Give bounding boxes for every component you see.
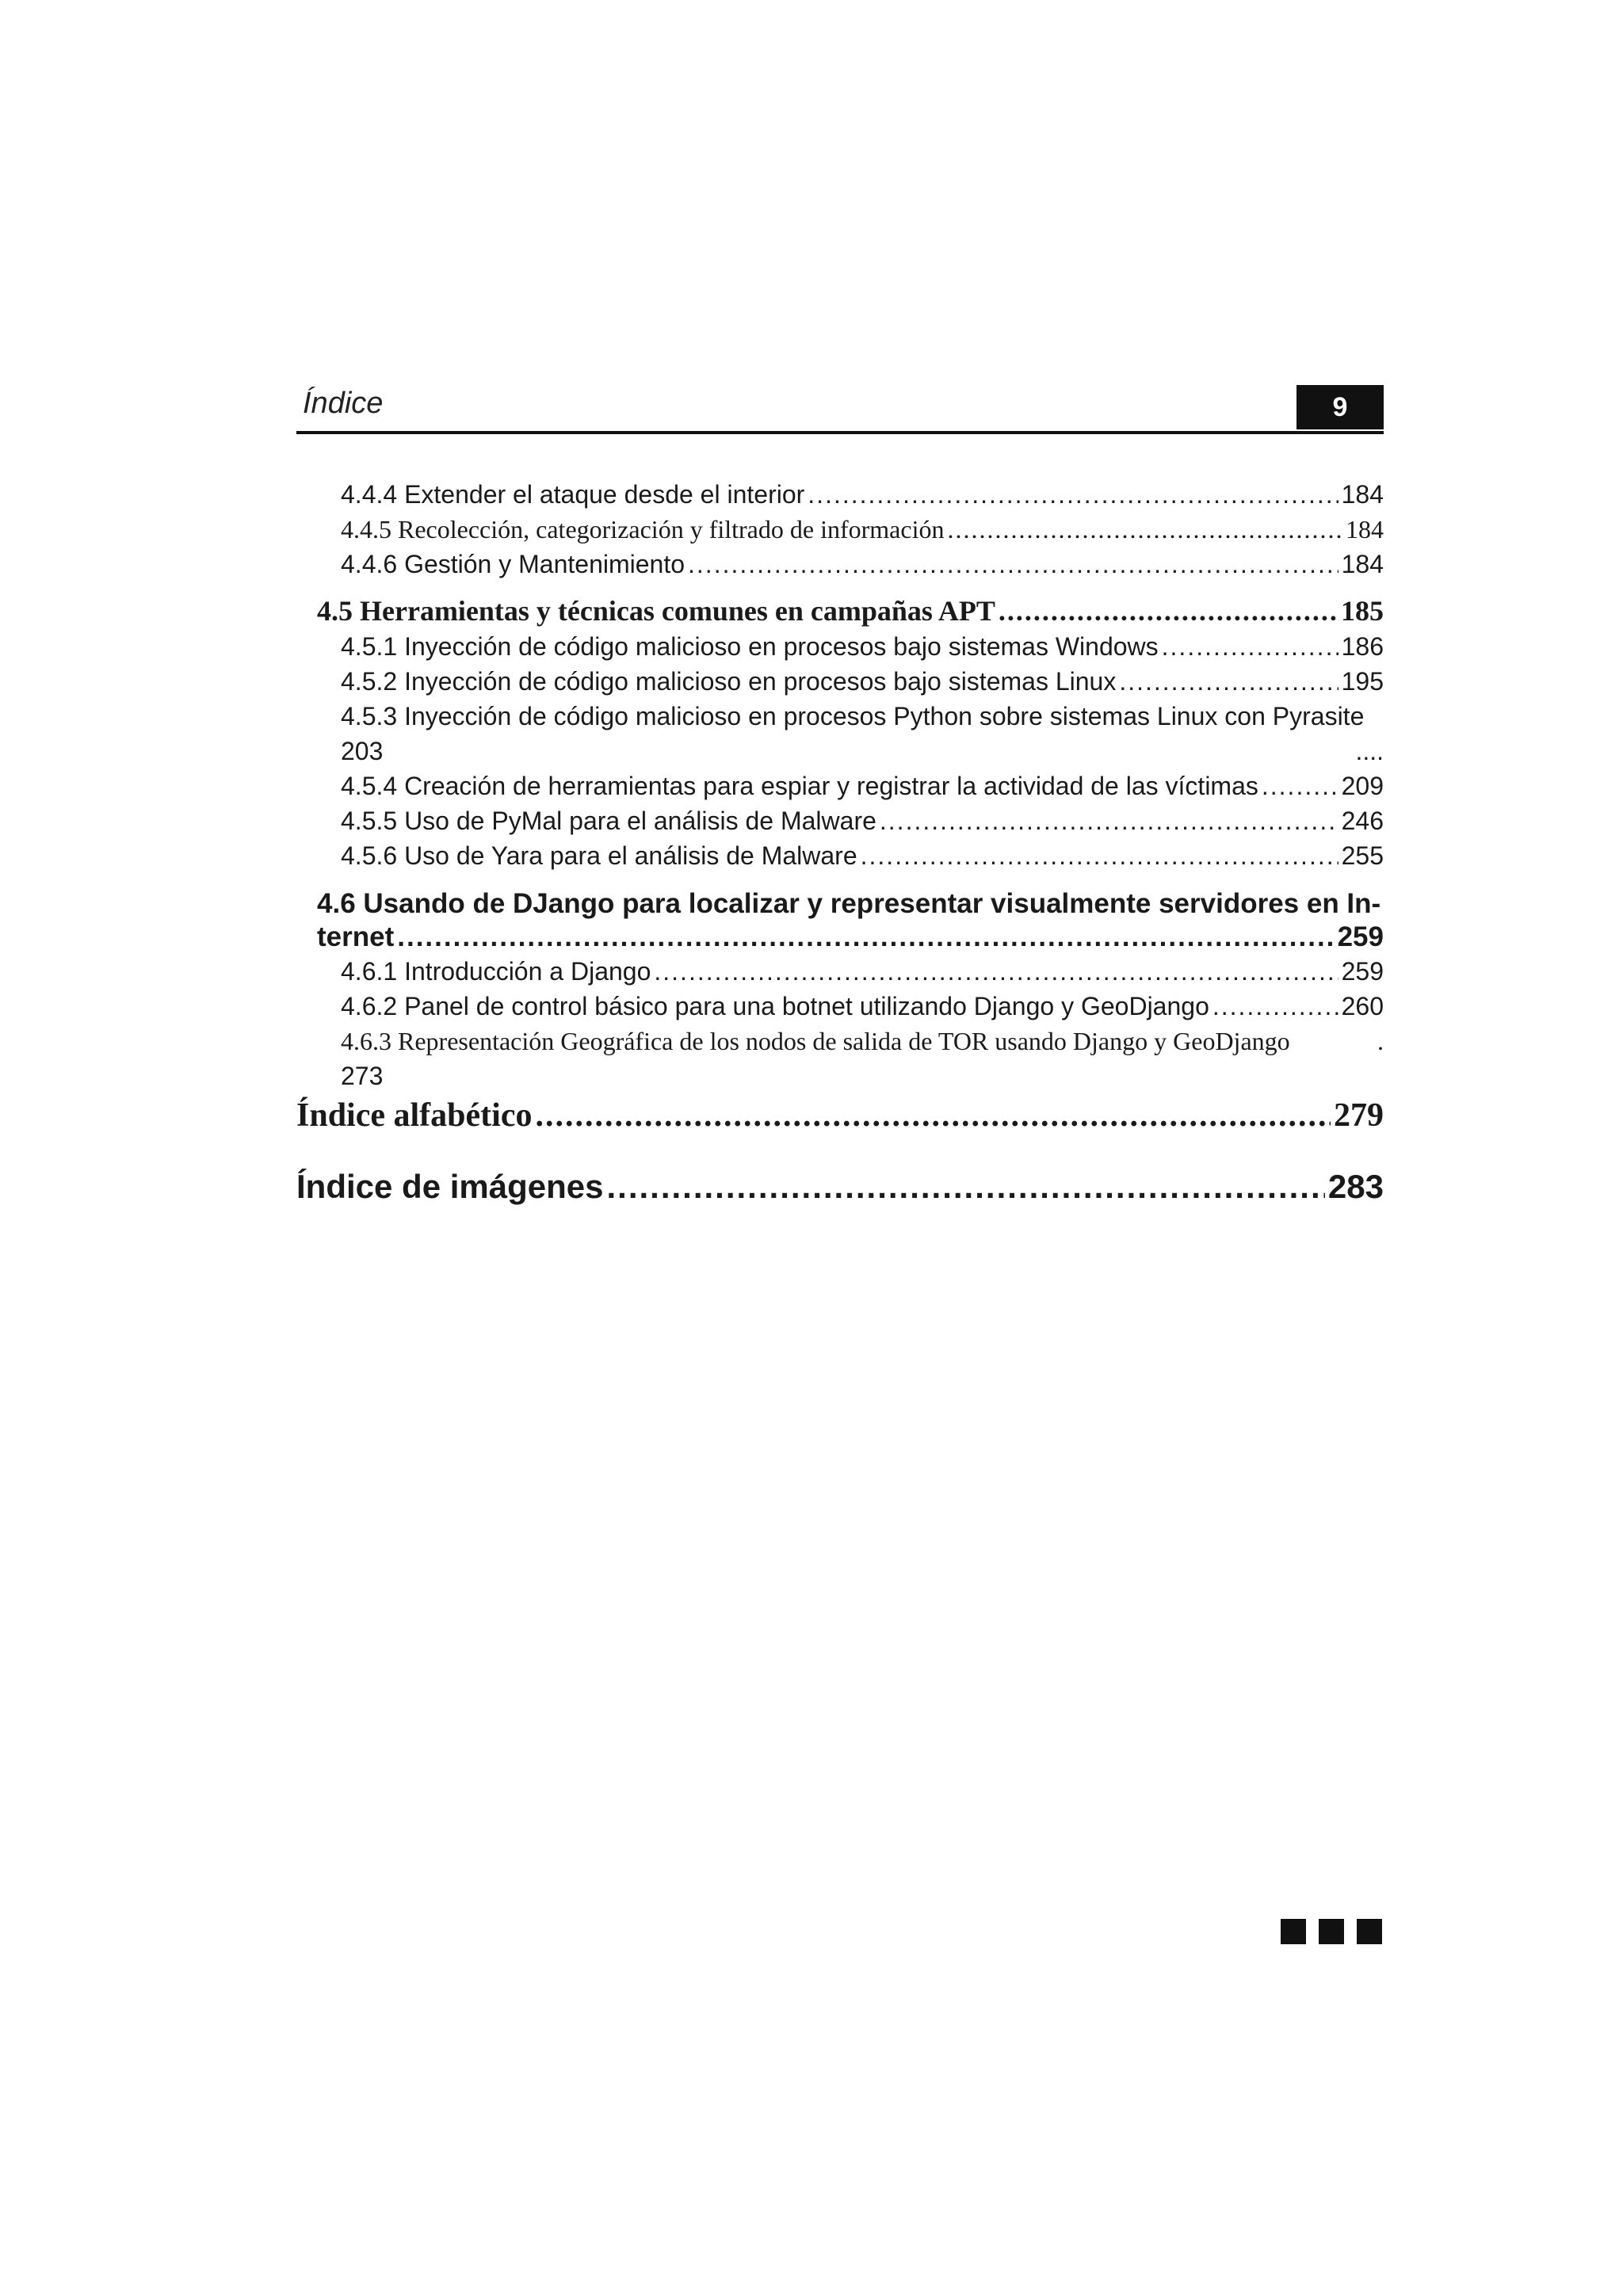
toc-entry-label: 4.5.5 Uso de PyMal para el análisis de Malware — [341, 807, 876, 835]
square-icon — [1281, 1919, 1306, 1944]
dot-leader — [861, 838, 1338, 873]
toc-entry[interactable] — [341, 803, 1384, 838]
toc-entry[interactable] — [341, 477, 1384, 512]
dot-leader — [1162, 629, 1338, 664]
toc-entry-label: 4.6.1 Introducción a Django — [341, 957, 651, 986]
toc-entry-page-wrapped: 273 — [341, 1062, 384, 1090]
toc-section-label-line1: 4.6 Usando de DJango para localizar y representar visualmente servidores en In- — [317, 888, 1381, 919]
toc-chapter-page: 279 — [1334, 1097, 1384, 1134]
toc-entry-page: 260 — [1341, 992, 1384, 1020]
toc-section-page: 185 — [1341, 595, 1384, 627]
toc-entry[interactable] — [341, 547, 1384, 582]
toc-entry-page: 184 — [1346, 515, 1384, 543]
toc-entry-label: 4.6.3 Representación Geográfica de los nodos de salida de TOR usando Django y GeoDjango — [341, 1027, 1290, 1055]
header-title: Índice — [303, 387, 384, 420]
table-of-contents — [317, 477, 1384, 1093]
toc-entry-page-wrapped: 203 — [341, 737, 384, 765]
dot-leader — [654, 954, 1338, 989]
toc-entry-page: 259 — [1341, 957, 1384, 986]
toc-section-page: 259 — [1337, 921, 1384, 952]
toc-chapter-label: Índice de imágenes — [296, 1168, 604, 1205]
toc-entry[interactable] — [341, 989, 1384, 1024]
dot-leader — [535, 1097, 1331, 1135]
dot-leader — [880, 803, 1338, 838]
toc-entry-label: 4.5.3 Inyección de código malicioso en procesos Python sobre sistemas Linux con Pyrasite — [341, 702, 1365, 730]
toc-chapter-page: 283 — [1327, 1168, 1384, 1205]
dot-leader — [1119, 664, 1338, 699]
toc-section-label: 4.5 Herramientas y técnicas comunes en campañas APT — [317, 595, 995, 627]
square-icon — [1357, 1919, 1382, 1944]
toc-chapter-label: Índice alfabético — [296, 1097, 533, 1134]
toc-entry-label: 4.4.6 Gestión y Mantenimiento — [341, 550, 685, 578]
running-header — [296, 387, 1384, 434]
toc-entry-page: 186 — [1341, 632, 1384, 661]
toc-indice-imagenes[interactable] — [296, 1168, 1384, 1206]
toc-entry-page: 209 — [1341, 772, 1384, 800]
toc-entry-label: 4.5.4 Creación de herramientas para espiar y registrar la actividad de las víctimas — [341, 772, 1258, 800]
toc-entry[interactable] — [341, 629, 1384, 664]
toc-section-4-5[interactable] — [317, 593, 1384, 629]
toc-indice-alfabetico[interactable] — [296, 1097, 1384, 1135]
toc-entry[interactable] — [341, 664, 1384, 699]
toc-entry-label: 4.5.1 Inyección de código malicioso en procesos bajo sistemas Windows — [341, 632, 1159, 661]
square-icon — [1319, 1919, 1344, 1944]
dot-leader — [808, 477, 1338, 512]
dot-leader: . — [1377, 1027, 1384, 1055]
toc-entry-label: 4.6.2 Panel de control básico para una botnet utilizando Django y GeoDjango — [341, 992, 1209, 1020]
toc-section-label-line2: ternet — [317, 921, 395, 952]
toc-entry-page: 246 — [1341, 807, 1384, 835]
toc-entry-label: 4.4.4 Extender el ataque desde el interior — [341, 480, 805, 509]
dot-leader — [397, 921, 1334, 954]
toc-entry-label: 4.5.2 Inyección de código malicioso en procesos bajo sistemas Linux — [341, 667, 1117, 696]
toc-entry-label: 4.5.6 Uso de Yara para el análisis de Malware — [341, 841, 857, 870]
dot-leader — [1212, 989, 1338, 1024]
toc-entry-4-6-3[interactable] — [341, 1024, 1384, 1058]
dot-leader — [999, 593, 1338, 629]
toc-entry[interactable] — [341, 512, 1384, 547]
toc-entry[interactable] — [341, 769, 1384, 803]
dot-leader — [1262, 769, 1338, 803]
dot-leader — [947, 512, 1342, 547]
toc-section-4-6[interactable] — [317, 887, 1384, 954]
toc-entry[interactable] — [341, 954, 1384, 989]
toc-entry-page: 195 — [1341, 667, 1384, 696]
dot-leader: .... — [1355, 737, 1384, 765]
toc-entry-label: 4.4.5 Recolección, categorización y filtrado de información — [341, 515, 945, 543]
toc-entry-page: 184 — [1341, 480, 1384, 509]
dot-leader — [688, 547, 1338, 582]
end-of-page-marker — [1281, 1919, 1382, 1944]
toc-entry[interactable] — [341, 838, 1384, 873]
page-number-badge: 9 — [1296, 385, 1384, 429]
toc-entry-page: 184 — [1341, 550, 1384, 578]
toc-entry-page: 255 — [1341, 841, 1384, 870]
dot-leader — [606, 1168, 1324, 1206]
